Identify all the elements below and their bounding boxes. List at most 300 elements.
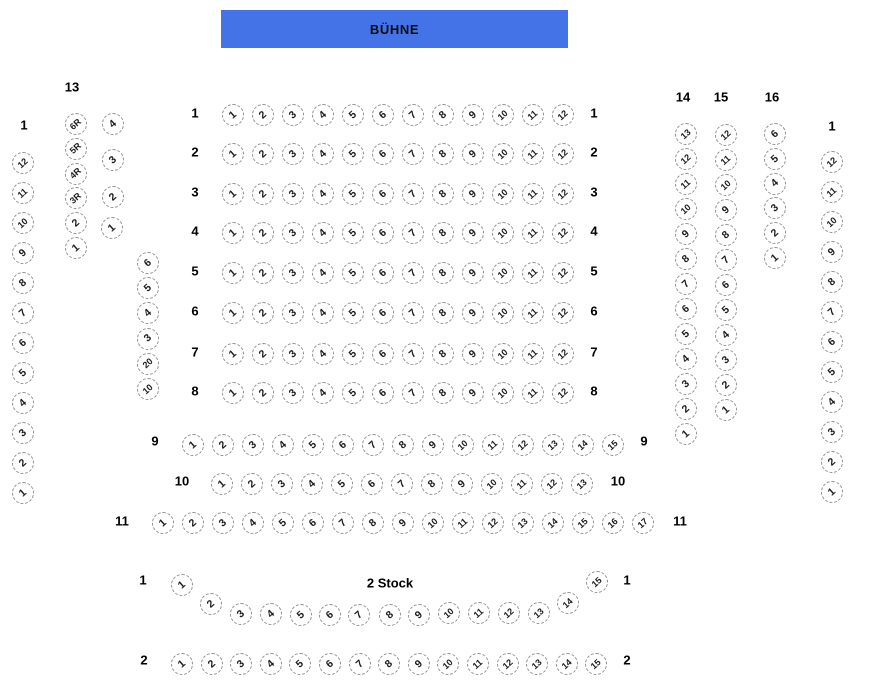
seat-number: 1	[825, 485, 839, 499]
seat-row-9-6[interactable]	[332, 434, 354, 456]
seat-column-15-1[interactable]	[715, 399, 737, 421]
seat-left-col-r-2[interactable]	[65, 212, 87, 234]
seat-stock-row-1-3[interactable]	[230, 603, 252, 625]
seat-number: 3	[768, 201, 782, 215]
seat-number: 11	[525, 107, 540, 122]
seat-row-1-3[interactable]	[282, 104, 304, 126]
seat-row-7-12[interactable]	[552, 343, 574, 365]
seat-column-15-9[interactable]	[715, 199, 737, 221]
seat-number: 5	[16, 366, 30, 380]
seat-row-9-11[interactable]	[482, 434, 504, 456]
seat-number: 6	[323, 608, 337, 622]
seat-row-10-10[interactable]	[481, 473, 503, 495]
seat-column-16-5[interactable]	[764, 148, 786, 170]
seat-row-4-10[interactable]	[492, 222, 514, 244]
seat-row-2-1[interactable]	[222, 143, 244, 165]
seat-left-col-r-5R[interactable]	[65, 138, 87, 160]
seat-row-6-2[interactable]	[252, 302, 274, 324]
seat-stock-row-2-15[interactable]	[585, 653, 607, 675]
seat-row-3-10[interactable]	[492, 183, 514, 205]
seat-column-14-8[interactable]	[675, 248, 697, 270]
seat-row-8-5[interactable]	[342, 382, 364, 404]
seat-stock-row-1-7[interactable]	[348, 604, 370, 626]
seat-stock-row-1-5[interactable]	[290, 604, 312, 626]
seat-row-4-2[interactable]	[252, 222, 274, 244]
seat-number: 2	[256, 187, 270, 201]
seat-row-5-11[interactable]	[522, 262, 544, 284]
seat-right-column-3[interactable]	[821, 421, 843, 443]
seat-row-9-15[interactable]	[602, 434, 624, 456]
seat-number: 4	[679, 352, 693, 366]
seat-row-2-8[interactable]	[432, 143, 454, 165]
seat-number: 1	[226, 306, 240, 320]
seat-row-10-1[interactable]	[211, 473, 233, 495]
seat-number: 10	[484, 476, 499, 491]
seat-row-10-13[interactable]	[571, 473, 593, 495]
stock-row-2-label-right: 2	[623, 652, 631, 668]
seat-number: 8	[436, 347, 450, 361]
seat-row-6-7[interactable]	[402, 302, 424, 324]
seat-stock-row-1-2[interactable]	[200, 593, 222, 615]
seat-number: 2	[16, 456, 30, 470]
seat-left-col-r-1[interactable]	[65, 237, 87, 259]
seat-left-column-8[interactable]	[12, 272, 34, 294]
seat-row-5-5[interactable]	[342, 262, 364, 284]
seat-row-5-12[interactable]	[552, 262, 574, 284]
seat-number: 1	[16, 486, 30, 500]
seat-left-col-inner-5[interactable]	[137, 277, 159, 299]
seat-row-11-11[interactable]	[452, 512, 474, 534]
seat-number: 3R	[68, 190, 84, 206]
seat-row-5-9[interactable]	[462, 262, 484, 284]
seat-stock-row-2-2[interactable]	[201, 653, 223, 675]
stage-banner	[221, 10, 568, 48]
seat-left-column-1[interactable]	[12, 482, 34, 504]
seat-row-3-9[interactable]	[462, 183, 484, 205]
seat-row-1-7[interactable]	[402, 104, 424, 126]
seat-left-col-inner-3[interactable]	[137, 328, 159, 350]
seat-number: 9	[412, 608, 426, 622]
seat-stock-row-2-4[interactable]	[260, 653, 282, 675]
seat-row-5-1[interactable]	[222, 262, 244, 284]
seat-left-column-6[interactable]	[12, 332, 34, 354]
seat-row-1-9[interactable]	[462, 104, 484, 126]
seat-row-5-8[interactable]	[432, 262, 454, 284]
seat-row-3-12[interactable]	[552, 183, 574, 205]
seat-row-7-5[interactable]	[342, 343, 364, 365]
seat-row-8-9[interactable]	[462, 382, 484, 404]
seat-column-16-4[interactable]	[764, 173, 786, 195]
row-2-label-left: 2	[191, 144, 199, 160]
seat-row-11-10[interactable]	[422, 512, 444, 534]
seat-row-11-5[interactable]	[272, 512, 294, 534]
seat-row-4-7[interactable]	[402, 222, 424, 244]
seat-column-14-5[interactable]	[675, 323, 697, 345]
seat-row-11-3[interactable]	[212, 512, 234, 534]
seat-row-9-14[interactable]	[572, 434, 594, 456]
seat-row-4-11[interactable]	[522, 222, 544, 244]
seat-stock-row-2-12[interactable]	[497, 653, 519, 675]
seat-row-11-1[interactable]	[152, 512, 174, 534]
seat-row-2-10[interactable]	[492, 143, 514, 165]
section-13-label: 13	[64, 79, 80, 95]
seat-stock-row-2-5[interactable]	[289, 653, 311, 675]
seat-row-7-9[interactable]	[462, 343, 484, 365]
seat-stock-row-2-13[interactable]	[526, 653, 548, 675]
seat-stock-row-1-13[interactable]	[528, 602, 550, 624]
seat-stock-row-1-11[interactable]	[468, 602, 490, 624]
seat-row-11-8[interactable]	[362, 512, 384, 534]
seat-column-14-2[interactable]	[675, 398, 697, 420]
seat-right-column-1[interactable]	[821, 481, 843, 503]
seat-row-1-10[interactable]	[492, 104, 514, 126]
seat-row-1-1[interactable]	[222, 104, 244, 126]
seat-row-6-3[interactable]	[282, 302, 304, 324]
seat-row-10-4[interactable]	[301, 473, 323, 495]
seat-row-1-11[interactable]	[522, 104, 544, 126]
seat-row-3-11[interactable]	[522, 183, 544, 205]
seat-row-2-9[interactable]	[462, 143, 484, 165]
seat-column-15-10[interactable]	[715, 174, 737, 196]
seat-row-2-3[interactable]	[282, 143, 304, 165]
seat-row-10-9[interactable]	[451, 473, 473, 495]
seat-row-7-2[interactable]	[252, 343, 274, 365]
seat-row-6-10[interactable]	[492, 302, 514, 324]
seat-row-8-7[interactable]	[402, 382, 424, 404]
seat-column-16-3[interactable]	[764, 197, 786, 219]
seat-number: 3	[286, 266, 300, 280]
seat-number: 1	[226, 108, 240, 122]
seat-row-10-2[interactable]	[241, 473, 263, 495]
seat-row-5-4[interactable]	[312, 262, 334, 284]
seat-stock-row-2-3[interactable]	[230, 653, 252, 675]
seat-row-5-3[interactable]	[282, 262, 304, 284]
seat-row-2-6[interactable]	[372, 143, 394, 165]
seat-row-8-11[interactable]	[522, 382, 544, 404]
seat-row-4-4[interactable]	[312, 222, 334, 244]
seat-row-8-6[interactable]	[372, 382, 394, 404]
seat-row-4-6[interactable]	[372, 222, 394, 244]
seat-left-col-inner-6[interactable]	[137, 252, 159, 274]
seat-number: 15	[588, 656, 604, 671]
seat-right-column-2[interactable]	[821, 451, 843, 473]
seat-row-9-1[interactable]	[182, 434, 204, 456]
seat-row-2-11[interactable]	[522, 143, 544, 165]
seat-row-7-11[interactable]	[522, 343, 544, 365]
seat-row-5-7[interactable]	[402, 262, 424, 284]
seat-row-2-4[interactable]	[312, 143, 334, 165]
seat-number: 6	[376, 306, 390, 320]
seat-row-4-9[interactable]	[462, 222, 484, 244]
seat-column-14-9[interactable]	[675, 223, 697, 245]
seat-left-col-r-4R[interactable]	[65, 163, 87, 185]
seat-row-11-2[interactable]	[182, 512, 204, 534]
seat-stock-row-1-4[interactable]	[260, 603, 282, 625]
seat-number: 6	[719, 278, 733, 292]
seat-left-col-mid-4[interactable]	[102, 113, 124, 135]
seat-number: 1	[226, 226, 240, 240]
seat-row-11-4[interactable]	[242, 512, 264, 534]
seat-row-8-4[interactable]	[312, 382, 334, 404]
seat-number: 15	[605, 437, 620, 452]
seat-column-16-2[interactable]	[764, 222, 786, 244]
seat-row-2-7[interactable]	[402, 143, 424, 165]
seat-column-15-2[interactable]	[715, 374, 737, 396]
seat-row-7-6[interactable]	[372, 343, 394, 365]
seat-column-15-7[interactable]	[715, 249, 737, 271]
seat-column-15-6[interactable]	[715, 274, 737, 296]
seat-row-7-1[interactable]	[222, 343, 244, 365]
seat-row-8-3[interactable]	[282, 382, 304, 404]
seat-row-3-7[interactable]	[402, 183, 424, 205]
seat-number: 5	[346, 266, 360, 280]
seat-row-9-8[interactable]	[392, 434, 414, 456]
seat-row-1-4[interactable]	[312, 104, 334, 126]
seat-left-col-inner-4[interactable]	[137, 302, 159, 324]
seat-row-3-2[interactable]	[252, 183, 274, 205]
seat-row-11-9[interactable]	[392, 512, 414, 534]
seat-row-9-9[interactable]	[422, 434, 444, 456]
seat-row-3-1[interactable]	[222, 183, 244, 205]
seat-left-column-7[interactable]	[12, 302, 34, 324]
seat-number: 1	[719, 403, 733, 417]
seat-row-11-7[interactable]	[332, 512, 354, 534]
row-5-label-left: 5	[191, 263, 199, 279]
seat-stock-row-2-10[interactable]	[437, 653, 459, 675]
seat-right-column-10[interactable]	[821, 211, 843, 233]
seat-right-column-11[interactable]	[821, 181, 843, 203]
seat-left-column-4[interactable]	[12, 392, 34, 414]
seat-number: 11	[678, 176, 693, 191]
seat-row-7-8[interactable]	[432, 343, 454, 365]
seat-row-1-12[interactable]	[552, 104, 574, 126]
seat-stock-row-1-8[interactable]	[379, 604, 401, 626]
seat-row-9-7[interactable]	[362, 434, 384, 456]
seat-row-11-12[interactable]	[482, 512, 504, 534]
seat-left-col-inner-10[interactable]	[137, 378, 159, 400]
seat-left-column-2[interactable]	[12, 452, 34, 474]
seat-stock-row-1-10[interactable]	[438, 602, 460, 624]
seat-row-10-11[interactable]	[511, 473, 533, 495]
seat-row-3-8[interactable]	[432, 183, 454, 205]
seat-stock-row-1-9[interactable]	[408, 604, 430, 626]
seat-row-3-5[interactable]	[342, 183, 364, 205]
seat-row-1-2[interactable]	[252, 104, 274, 126]
seat-row-5-2[interactable]	[252, 262, 274, 284]
seat-row-4-5[interactable]	[342, 222, 364, 244]
seat-stock-row-2-9[interactable]	[408, 653, 430, 675]
seat-column-14-11[interactable]	[675, 173, 697, 195]
seat-row-9-13[interactable]	[542, 434, 564, 456]
seat-left-column-5[interactable]	[12, 362, 34, 384]
seat-row-10-12[interactable]	[541, 473, 563, 495]
seat-row-6-5[interactable]	[342, 302, 364, 324]
seat-number: 5	[346, 147, 360, 161]
seat-column-14-4[interactable]	[675, 348, 697, 370]
seat-row-6-9[interactable]	[462, 302, 484, 324]
seat-left-col-mid-2[interactable]	[102, 186, 124, 208]
seat-row-2-12[interactable]	[552, 143, 574, 165]
seat-row-7-7[interactable]	[402, 343, 424, 365]
seat-left-column-12[interactable]	[12, 152, 34, 174]
seat-column-16-6[interactable]	[764, 123, 786, 145]
seat-row-9-2[interactable]	[212, 434, 234, 456]
seat-row-7-3[interactable]	[282, 343, 304, 365]
seat-right-column-6[interactable]	[821, 331, 843, 353]
seat-row-3-4[interactable]	[312, 183, 334, 205]
seat-row-10-6[interactable]	[361, 473, 383, 495]
seat-column-14-10[interactable]	[675, 198, 697, 220]
seat-column-14-13[interactable]	[675, 123, 697, 145]
seat-row-8-2[interactable]	[252, 382, 274, 404]
seat-row-10-8[interactable]	[421, 473, 443, 495]
seat-row-1-8[interactable]	[432, 104, 454, 126]
seat-number: 4	[316, 108, 330, 122]
seat-left-col-inner-20[interactable]	[137, 353, 159, 375]
seat-number: 10	[495, 146, 510, 161]
seat-number: 10	[425, 515, 440, 530]
seat-number: 6	[365, 477, 379, 491]
seat-row-6-6[interactable]	[372, 302, 394, 324]
seat-column-15-8[interactable]	[715, 224, 737, 246]
seat-row-10-7[interactable]	[391, 473, 413, 495]
seat-right-column-9[interactable]	[821, 241, 843, 263]
seat-left-col-r-3R[interactable]	[65, 187, 87, 209]
seat-right-column-12[interactable]	[821, 151, 843, 173]
seat-column-14-6[interactable]	[675, 298, 697, 320]
seat-right-column-4[interactable]	[821, 391, 843, 413]
seat-row-6-4[interactable]	[312, 302, 334, 324]
seat-row-9-4[interactable]	[272, 434, 294, 456]
seat-row-6-11[interactable]	[522, 302, 544, 324]
seat-number: 6	[376, 266, 390, 280]
seat-left-column-9[interactable]	[12, 242, 34, 264]
seat-number: 12	[555, 265, 570, 280]
seat-number: 4	[719, 328, 733, 342]
seat-column-15-12[interactable]	[715, 124, 737, 146]
seat-row-7-4[interactable]	[312, 343, 334, 365]
seat-column-14-3[interactable]	[675, 373, 697, 395]
seat-row-11-14[interactable]	[542, 512, 564, 534]
seat-row-5-6[interactable]	[372, 262, 394, 284]
seat-number: 3	[286, 226, 300, 240]
seat-left-column-11[interactable]	[12, 182, 34, 204]
seat-row-9-10[interactable]	[452, 434, 474, 456]
stock-row-1-label-left: 1	[139, 572, 147, 588]
seat-number: 2	[256, 306, 270, 320]
seat-row-11-17[interactable]	[632, 512, 654, 534]
seat-right-column-5[interactable]	[821, 361, 843, 383]
seat-stock-row-1-15[interactable]	[586, 571, 608, 593]
seat-column-14-1[interactable]	[675, 423, 697, 445]
seat-left-column-3[interactable]	[12, 422, 34, 444]
seat-row-4-3[interactable]	[282, 222, 304, 244]
seat-row-4-1[interactable]	[222, 222, 244, 244]
seat-number: 12	[555, 186, 570, 201]
seat-row-7-10[interactable]	[492, 343, 514, 365]
seat-column-15-5[interactable]	[715, 299, 737, 321]
seat-row-8-8[interactable]	[432, 382, 454, 404]
seat-row-2-2[interactable]	[252, 143, 274, 165]
seat-column-14-12[interactable]	[675, 148, 697, 170]
seat-stock-row-1-14[interactable]	[557, 592, 579, 614]
seat-number: 5	[346, 226, 360, 240]
seat-row-9-12[interactable]	[512, 434, 534, 456]
seat-number: 8	[825, 275, 839, 289]
row-1-label-right: 1	[590, 105, 598, 121]
seat-row-1-6[interactable]	[372, 104, 394, 126]
seat-column-15-4[interactable]	[715, 324, 737, 346]
seat-row-10-3[interactable]	[271, 473, 293, 495]
seat-row-2-5[interactable]	[342, 143, 364, 165]
seat-row-6-12[interactable]	[552, 302, 574, 324]
seat-row-9-5[interactable]	[302, 434, 324, 456]
seat-row-4-12[interactable]	[552, 222, 574, 244]
seat-row-8-10[interactable]	[492, 382, 514, 404]
seat-right-column-7[interactable]	[821, 301, 843, 323]
seat-number: 10	[824, 214, 839, 229]
seat-left-column-10[interactable]	[12, 212, 34, 234]
seat-row-4-8[interactable]	[432, 222, 454, 244]
seat-number: 7	[352, 608, 366, 622]
seat-number: 4	[276, 438, 290, 452]
seat-number: 9	[679, 227, 693, 241]
seat-row-8-1[interactable]	[222, 382, 244, 404]
seat-left-col-mid-1[interactable]	[101, 217, 123, 239]
stock-row-1-label-right: 1	[623, 572, 631, 588]
seat-number: 5	[346, 386, 360, 400]
seat-stock-row-2-7[interactable]	[349, 653, 371, 675]
seat-stock-row-2-14[interactable]	[556, 653, 578, 675]
row-8-label-left: 8	[191, 383, 199, 399]
seat-row-10-5[interactable]	[331, 473, 353, 495]
seat-stock-row-1-6[interactable]	[319, 604, 341, 626]
seat-left-col-r-6R[interactable]	[65, 113, 87, 135]
seat-column-16-1[interactable]	[764, 247, 786, 269]
seat-row-8-12[interactable]	[552, 382, 574, 404]
seat-column-14-7[interactable]	[675, 273, 697, 295]
seat-number: 9	[719, 203, 733, 217]
seat-row-3-6[interactable]	[372, 183, 394, 205]
seat-row-1-5[interactable]	[342, 104, 364, 126]
seat-stock-row-2-6[interactable]	[319, 653, 341, 675]
seat-column-15-3[interactable]	[715, 349, 737, 371]
seat-left-col-mid-3[interactable]	[102, 149, 124, 171]
seat-stock-row-2-1[interactable]	[171, 653, 193, 675]
seat-number: 3	[825, 425, 839, 439]
seat-row-5-10[interactable]	[492, 262, 514, 284]
seat-right-column-8[interactable]	[821, 271, 843, 293]
seat-stock-row-2-8[interactable]	[378, 653, 400, 675]
seat-row-11-6[interactable]	[302, 512, 324, 534]
seat-number: 7	[406, 347, 420, 361]
seat-number: 9	[466, 226, 480, 240]
seat-row-6-8[interactable]	[432, 302, 454, 324]
seat-row-3-3[interactable]	[282, 183, 304, 205]
seat-row-9-3[interactable]	[242, 434, 264, 456]
seat-row-6-1[interactable]	[222, 302, 244, 324]
seat-stock-row-1-1[interactable]	[171, 574, 193, 596]
seat-number: 3	[216, 516, 230, 530]
seat-row-11-16[interactable]	[602, 512, 624, 534]
seat-number: 6	[336, 438, 350, 452]
stock-title: 2 Stock	[366, 575, 414, 591]
seat-row-11-15[interactable]	[572, 512, 594, 534]
seat-stock-row-1-12[interactable]	[498, 602, 520, 624]
seat-row-11-13[interactable]	[512, 512, 534, 534]
seat-stock-row-2-11[interactable]	[467, 653, 489, 675]
seat-column-15-11[interactable]	[715, 149, 737, 171]
